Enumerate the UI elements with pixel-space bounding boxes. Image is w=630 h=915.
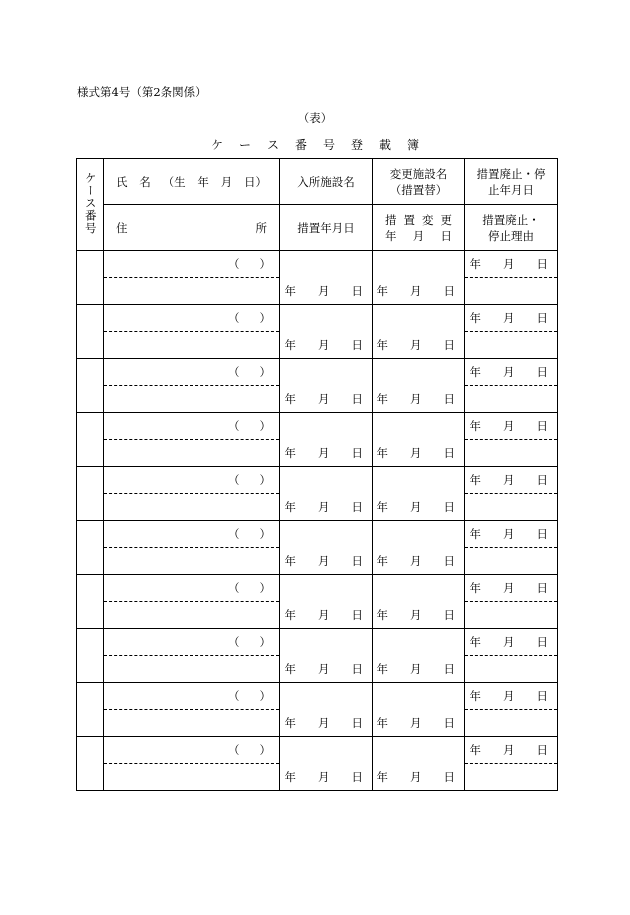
header-change-date-char: 措 [385, 212, 397, 227]
day-label: 日 [536, 257, 548, 271]
abolition-date-cell[interactable] [465, 683, 558, 710]
day-label: 日 [351, 445, 363, 460]
form-number: 様式第4号（第2条関係） [77, 85, 207, 99]
case-number-cell[interactable] [77, 683, 104, 737]
admission-date-cell[interactable] [280, 548, 373, 575]
record-row-upper [77, 737, 558, 764]
header-change-date-char: 日 [440, 228, 452, 243]
header-changed-facility-line2: （措置替） [389, 182, 448, 197]
year-label: 年 [284, 337, 296, 352]
case-number-label: ケース番号 [83, 171, 98, 235]
year-label: 年 [284, 499, 296, 514]
change-date-cell[interactable] [373, 764, 465, 791]
month-label: 月 [410, 769, 422, 784]
title-char: 登 [351, 138, 364, 152]
address-cell[interactable] [104, 548, 280, 575]
changed-facility-cell[interactable] [373, 305, 465, 332]
abolition-reason-cell[interactable] [465, 386, 558, 413]
address-cell[interactable] [104, 332, 280, 359]
record-row-lower [77, 602, 558, 629]
title-char: 号 [323, 138, 336, 152]
header-abolition-reason-line2: 停止理由 [488, 228, 534, 243]
year-label: 年 [469, 473, 481, 487]
admission-date-cell[interactable] [280, 278, 373, 305]
header-name-char: （生 [162, 174, 186, 189]
day-label: 日 [443, 445, 455, 460]
address-cell[interactable] [104, 764, 280, 791]
month-label: 月 [318, 337, 330, 352]
day-label: 日 [351, 715, 363, 730]
header-abolition-date-line1: 措置廃止・停 [476, 166, 546, 181]
header-changed-facility-line1: 変更施設名 [389, 166, 448, 181]
changed-facility-cell[interactable] [373, 575, 465, 602]
abolition-date-cell[interactable] [465, 467, 558, 494]
record-row-lower [77, 278, 558, 305]
case-number-cell[interactable] [77, 467, 104, 521]
day-label: 日 [536, 581, 548, 595]
year-label: 年 [376, 769, 388, 784]
day-label: 日 [351, 337, 363, 352]
name-cell[interactable] [104, 629, 280, 656]
month-label: 月 [410, 661, 422, 676]
year-label: 年 [376, 553, 388, 568]
admission-facility-cell[interactable] [280, 305, 373, 332]
day-label: 日 [443, 283, 455, 298]
address-cell[interactable] [104, 494, 280, 521]
year-label: 年 [469, 419, 481, 433]
month-label: 月 [503, 635, 515, 649]
month-label: 月 [503, 581, 515, 595]
name-cell[interactable] [104, 359, 280, 386]
header-abolition-date-line2: 止年月日 [488, 182, 534, 197]
year-label: 年 [469, 311, 481, 325]
header-name-char: 年 [197, 174, 209, 189]
day-label: 日 [536, 311, 548, 325]
paren-close: ） [259, 743, 271, 757]
paren-open: （ [228, 527, 240, 541]
month-label: 月 [318, 661, 330, 676]
case-number-cell[interactable] [77, 575, 104, 629]
month-label: 月 [503, 743, 515, 757]
paren-open: （ [228, 743, 240, 757]
month-label: 月 [318, 283, 330, 298]
month-label: 月 [410, 337, 422, 352]
abolition-date-cell[interactable] [465, 629, 558, 656]
admission-date-cell[interactable] [280, 332, 373, 359]
record-row-lower [77, 494, 558, 521]
record-row-upper [77, 521, 558, 548]
paren-open: （ [228, 635, 240, 649]
paren-close: ） [259, 473, 271, 487]
abolition-reason-cell[interactable] [465, 494, 558, 521]
record-row-lower [77, 764, 558, 791]
month-label: 月 [410, 715, 422, 730]
month-label: 月 [318, 607, 330, 622]
paren-close: ） [259, 257, 271, 271]
year-label: 年 [376, 445, 388, 460]
address-cell[interactable] [104, 440, 280, 467]
month-label: 月 [503, 419, 515, 433]
name-cell[interactable] [104, 683, 280, 710]
header-change-date-char: 置 [403, 212, 415, 227]
case-number-cell[interactable] [77, 737, 104, 791]
admission-date-cell[interactable] [280, 656, 373, 683]
name-cell[interactable] [104, 575, 280, 602]
header-change-date-char: 年 [385, 228, 397, 243]
change-date-cell[interactable] [373, 494, 465, 521]
header-change-date [373, 205, 465, 251]
day-label: 日 [536, 419, 548, 433]
admission-facility-cell[interactable] [280, 251, 373, 278]
day-label: 日 [536, 473, 548, 487]
changed-facility-cell[interactable] [373, 251, 465, 278]
address-cell[interactable] [104, 278, 280, 305]
abolition-date-cell[interactable] [465, 251, 558, 278]
case-number-cell[interactable] [77, 413, 104, 467]
admission-facility-cell[interactable] [280, 467, 373, 494]
year-label: 年 [469, 581, 481, 595]
year-label: 年 [469, 527, 481, 541]
changed-facility-cell[interactable] [373, 521, 465, 548]
abolition-date-cell[interactable] [465, 413, 558, 440]
paren-open: （ [228, 365, 240, 379]
day-label: 日 [351, 391, 363, 406]
record-row-lower [77, 440, 558, 467]
month-label: 月 [503, 689, 515, 703]
paren-open: （ [228, 689, 240, 703]
year-label: 年 [284, 283, 296, 298]
month-label: 月 [318, 499, 330, 514]
changed-facility-cell[interactable] [373, 737, 465, 764]
paren-close: ） [259, 689, 271, 703]
changed-facility-cell[interactable] [373, 629, 465, 656]
change-date-cell[interactable] [373, 278, 465, 305]
document-title [0, 136, 630, 153]
day-label: 日 [536, 743, 548, 757]
address-cell[interactable] [104, 602, 280, 629]
admission-date-cell[interactable] [280, 710, 373, 737]
header-row-1 [77, 159, 558, 205]
day-label: 日 [351, 661, 363, 676]
record-row-upper [77, 413, 558, 440]
abolition-date-cell[interactable] [465, 737, 558, 764]
header-admission-facility: 入所施設名 [280, 159, 373, 205]
paren-open: （ [228, 311, 240, 325]
abolition-reason-cell[interactable] [465, 548, 558, 575]
month-label: 月 [503, 527, 515, 541]
month-label: 月 [410, 553, 422, 568]
case-number-cell[interactable] [77, 251, 104, 305]
changed-facility-cell[interactable] [373, 359, 465, 386]
changed-facility-cell[interactable] [373, 683, 465, 710]
year-label: 年 [469, 689, 481, 703]
case-register-table [76, 158, 558, 791]
day-label: 日 [351, 499, 363, 514]
side-label: （表） [297, 111, 333, 125]
record-row-upper [77, 467, 558, 494]
paren-open: （ [228, 581, 240, 595]
day-label: 日 [443, 553, 455, 568]
month-label: 月 [503, 365, 515, 379]
month-label: 月 [318, 391, 330, 406]
paren-close: ） [259, 581, 271, 595]
header-admission-date: 措置年月日 [280, 205, 373, 251]
day-label: 日 [443, 337, 455, 352]
change-date-cell[interactable] [373, 440, 465, 467]
title-char: 番 [294, 138, 307, 152]
name-cell[interactable] [104, 737, 280, 764]
admission-date-cell[interactable] [280, 764, 373, 791]
day-label: 日 [443, 391, 455, 406]
abolition-reason-cell[interactable] [465, 764, 558, 791]
address-cell[interactable] [104, 656, 280, 683]
name-cell[interactable] [104, 305, 280, 332]
day-label: 日 [351, 283, 363, 298]
admission-facility-cell[interactable] [280, 359, 373, 386]
admission-facility-cell[interactable] [280, 737, 373, 764]
paren-open: （ [228, 473, 240, 487]
header-change-date-char: 更 [440, 212, 452, 227]
year-label: 年 [284, 445, 296, 460]
year-label: 年 [376, 607, 388, 622]
record-row-lower [77, 656, 558, 683]
year-label: 年 [284, 715, 296, 730]
abolition-reason-cell[interactable] [465, 656, 558, 683]
record-row-lower [77, 710, 558, 737]
month-label: 月 [318, 445, 330, 460]
month-label: 月 [410, 607, 422, 622]
name-cell[interactable] [104, 251, 280, 278]
month-label: 月 [503, 311, 515, 325]
paren-close: ） [259, 311, 271, 325]
year-label: 年 [376, 391, 388, 406]
address-cell[interactable] [104, 710, 280, 737]
name-cell[interactable] [104, 467, 280, 494]
day-label: 日 [536, 365, 548, 379]
title-char: 簿 [407, 138, 420, 152]
day-label: 日 [443, 499, 455, 514]
year-label: 年 [284, 391, 296, 406]
year-label: 年 [376, 499, 388, 514]
change-date-cell[interactable] [373, 548, 465, 575]
day-label: 日 [443, 769, 455, 784]
year-label: 年 [376, 337, 388, 352]
month-label: 月 [410, 391, 422, 406]
record-row-upper [77, 305, 558, 332]
paren-close: ） [259, 419, 271, 433]
year-label: 年 [469, 743, 481, 757]
year-label: 年 [284, 769, 296, 784]
year-label: 年 [376, 715, 388, 730]
record-row-lower [77, 548, 558, 575]
case-number-cell[interactable] [77, 521, 104, 575]
record-row-upper [77, 575, 558, 602]
year-label: 年 [284, 661, 296, 676]
header-row-2 [77, 205, 558, 251]
day-label: 日 [536, 527, 548, 541]
admission-facility-cell[interactable] [280, 521, 373, 548]
year-label: 年 [469, 635, 481, 649]
header-address-char: 所 [255, 220, 267, 235]
month-label: 月 [410, 445, 422, 460]
month-label: 月 [503, 473, 515, 487]
day-label: 日 [351, 769, 363, 784]
month-label: 月 [318, 769, 330, 784]
header-name-char: 月 [220, 174, 233, 189]
header-abolition-reason [465, 205, 558, 251]
admission-facility-cell[interactable] [280, 575, 373, 602]
admission-date-cell[interactable] [280, 494, 373, 521]
abolition-date-cell[interactable] [465, 359, 558, 386]
year-label: 年 [469, 365, 481, 379]
day-label: 日 [443, 715, 455, 730]
year-label: 年 [284, 607, 296, 622]
changed-facility-cell[interactable] [373, 413, 465, 440]
paren-close: ） [259, 527, 271, 541]
case-number-cell[interactable] [77, 305, 104, 359]
header-address-char: 住 [116, 220, 128, 235]
change-date-cell[interactable] [373, 332, 465, 359]
abolition-date-cell[interactable] [465, 521, 558, 548]
year-label: 年 [376, 661, 388, 676]
month-label: 月 [318, 715, 330, 730]
header-changed-facility [373, 159, 465, 205]
record-row-upper [77, 629, 558, 656]
record-row-lower [77, 386, 558, 413]
abolition-reason-cell[interactable] [465, 332, 558, 359]
day-label: 日 [443, 607, 455, 622]
admission-facility-cell[interactable] [280, 683, 373, 710]
header-name-char: 名 [139, 174, 151, 189]
header-change-date-char: 変 [422, 212, 434, 227]
paren-close: ） [259, 365, 271, 379]
abolition-reason-cell[interactable] [465, 440, 558, 467]
admission-date-cell[interactable] [280, 440, 373, 467]
month-label: 月 [503, 257, 515, 271]
header-name-char: 氏 [116, 174, 128, 189]
abolition-date-cell[interactable] [465, 575, 558, 602]
title-char: ケ [210, 138, 223, 152]
title-char: ス [266, 138, 279, 152]
header-case-number [77, 159, 104, 251]
case-number-cell[interactable] [77, 359, 104, 413]
abolition-reason-cell[interactable] [465, 278, 558, 305]
month-label: 月 [410, 499, 422, 514]
year-label: 年 [284, 553, 296, 568]
title-char: ー [238, 138, 251, 152]
day-label: 日 [351, 607, 363, 622]
case-number-cell[interactable] [77, 629, 104, 683]
record-row-upper [77, 683, 558, 710]
change-date-cell[interactable] [373, 386, 465, 413]
admission-date-cell[interactable] [280, 386, 373, 413]
record-row-lower [77, 332, 558, 359]
name-cell[interactable] [104, 413, 280, 440]
year-label: 年 [469, 257, 481, 271]
abolition-reason-cell[interactable] [465, 602, 558, 629]
change-date-cell[interactable] [373, 602, 465, 629]
changed-facility-cell[interactable] [373, 467, 465, 494]
admission-date-cell[interactable] [280, 602, 373, 629]
address-cell[interactable] [104, 386, 280, 413]
day-label: 日 [443, 661, 455, 676]
title-char: 載 [379, 138, 392, 152]
paren-open: （ [228, 257, 240, 271]
day-label: 日 [351, 553, 363, 568]
record-row-upper [77, 251, 558, 278]
abolition-date-cell[interactable] [465, 305, 558, 332]
record-row-upper [77, 359, 558, 386]
month-label: 月 [318, 553, 330, 568]
day-label: 日 [536, 689, 548, 703]
change-date-cell[interactable] [373, 656, 465, 683]
paren-open: （ [228, 419, 240, 433]
header-change-date-char: 月 [412, 228, 425, 243]
header-name-char: 日） [243, 174, 267, 189]
abolition-reason-cell[interactable] [465, 710, 558, 737]
admission-facility-cell[interactable] [280, 629, 373, 656]
header-abolition-reason-line1: 措置廃止・ [482, 212, 540, 227]
header-address [104, 205, 280, 251]
header-name [104, 159, 280, 205]
paren-close: ） [259, 635, 271, 649]
month-label: 月 [410, 283, 422, 298]
day-label: 日 [536, 635, 548, 649]
year-label: 年 [376, 283, 388, 298]
change-date-cell[interactable] [373, 710, 465, 737]
name-cell[interactable] [104, 521, 280, 548]
header-abolition-date [465, 159, 558, 205]
admission-facility-cell[interactable] [280, 413, 373, 440]
